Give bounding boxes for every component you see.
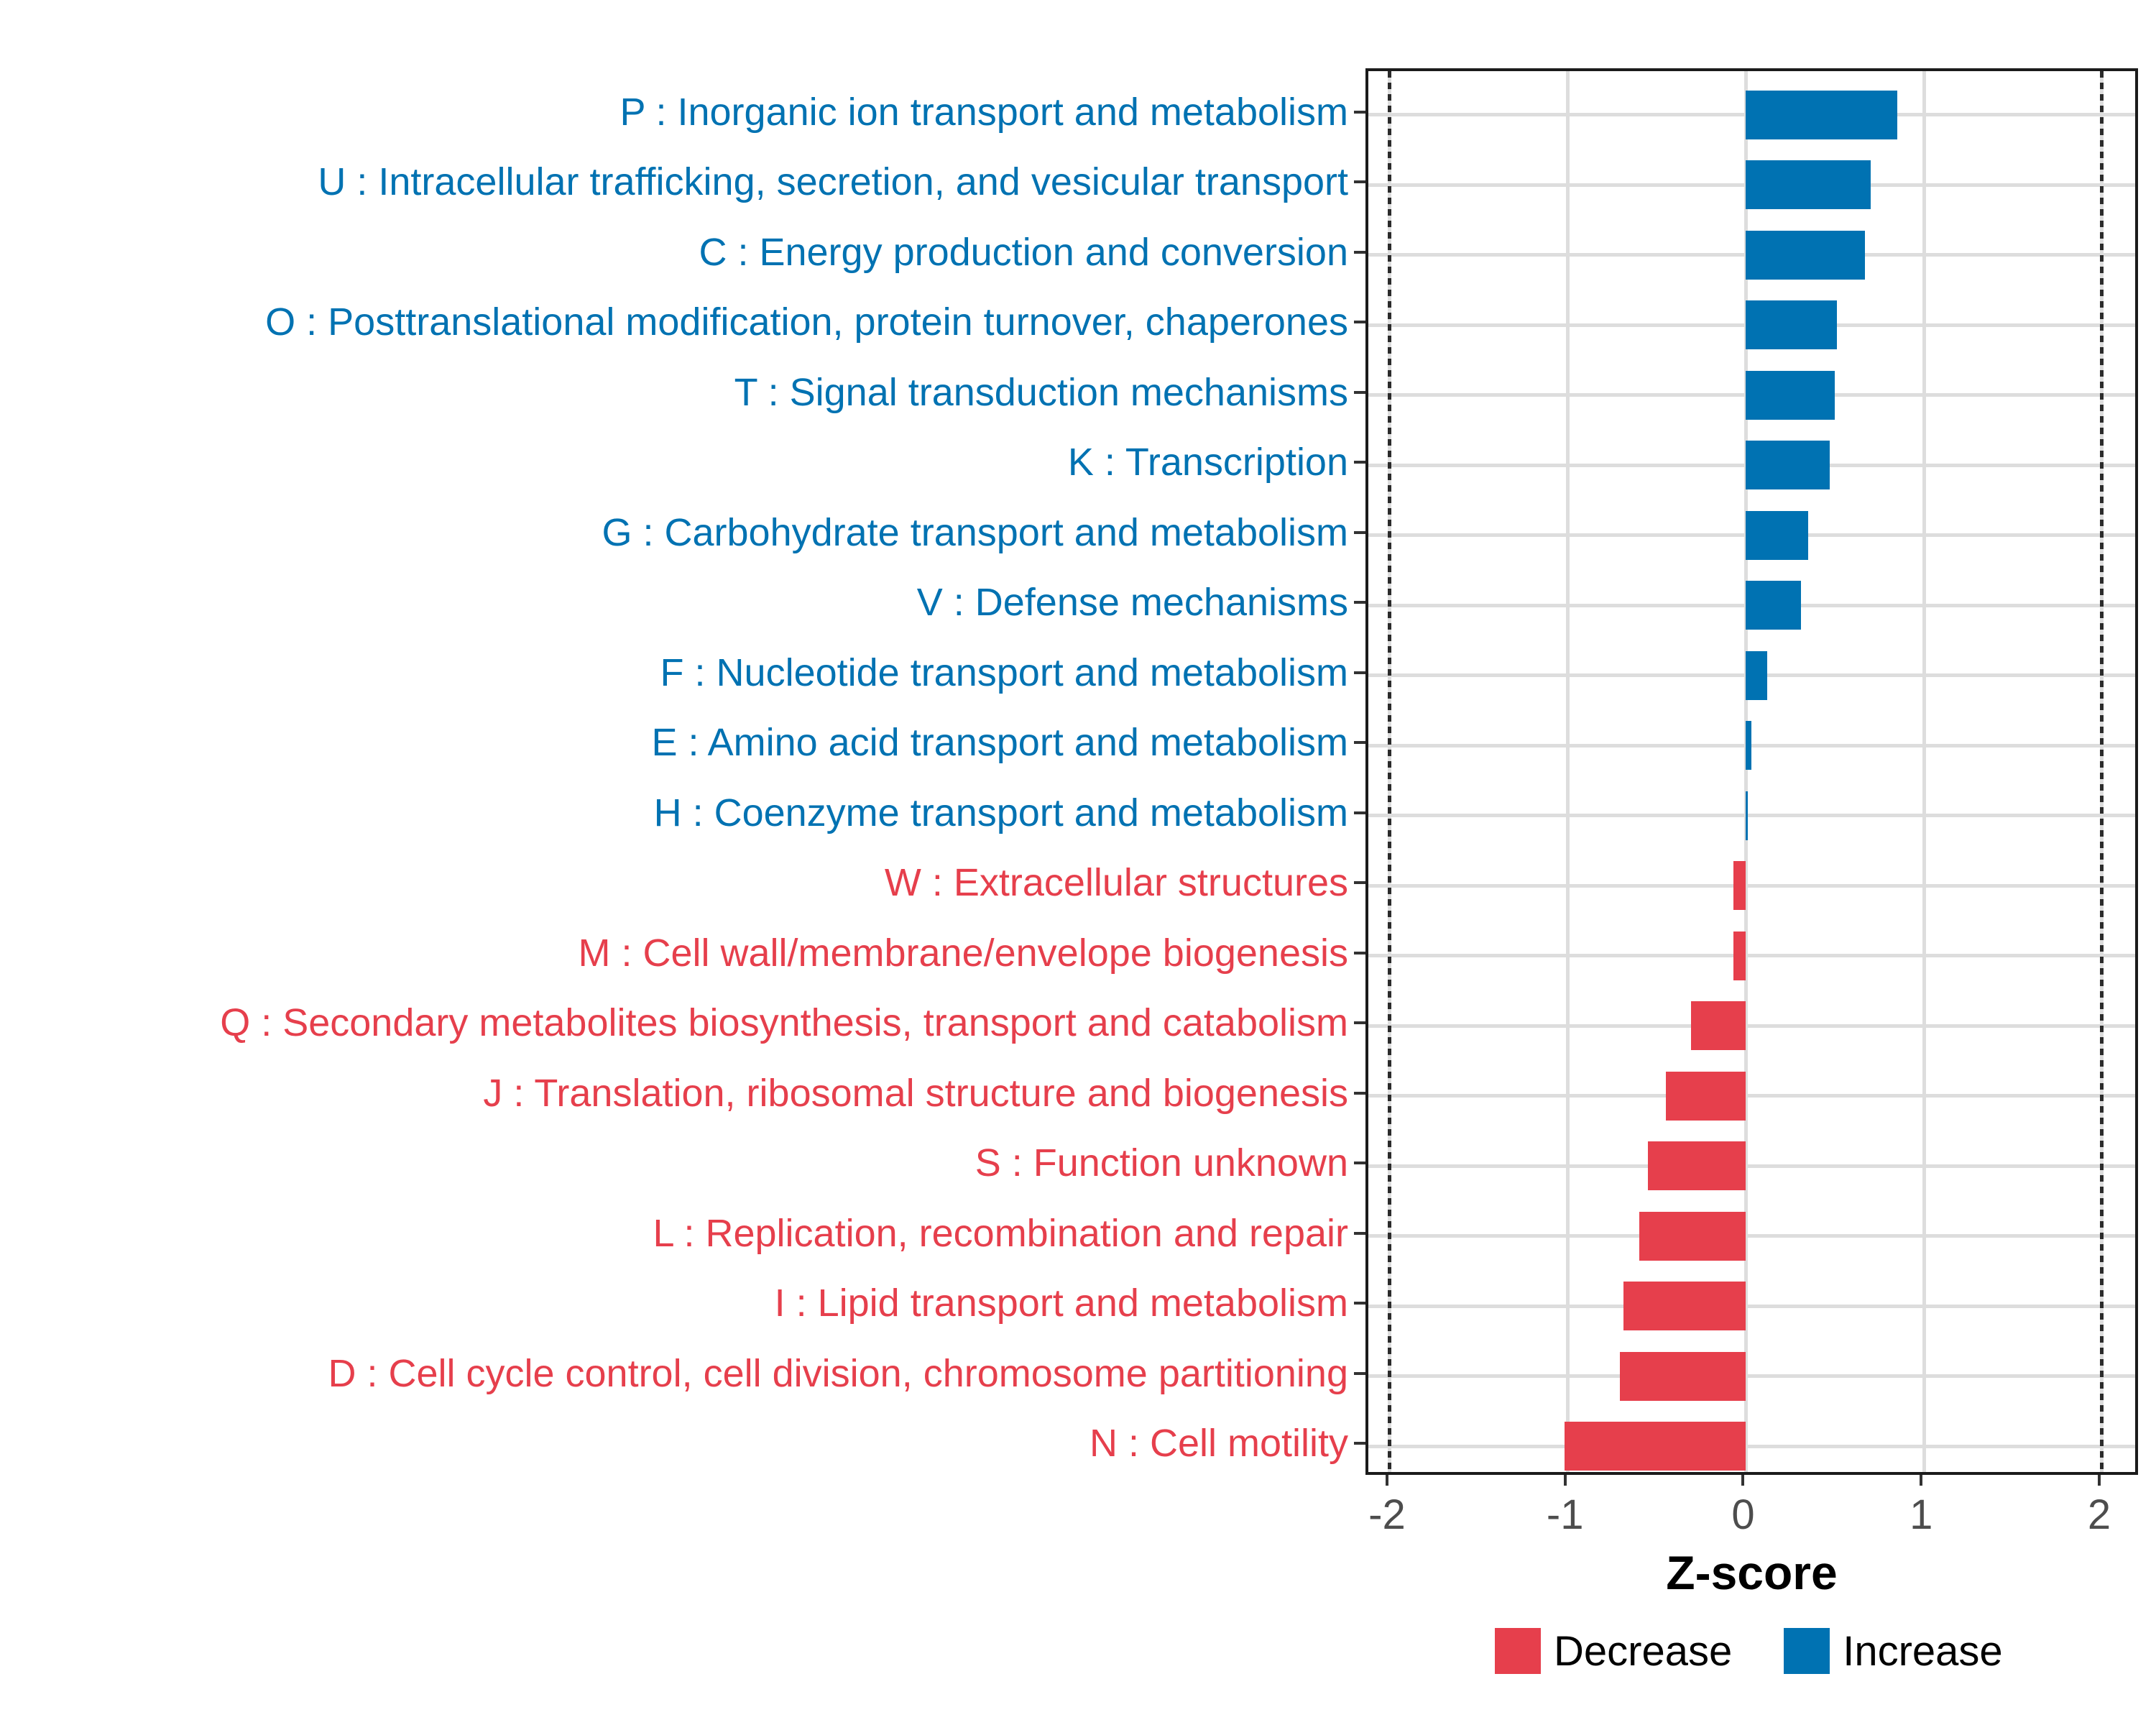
horizontal-gridline [1368,1164,2135,1168]
horizontal-gridline [1368,1305,2135,1308]
y-axis-label: W : Extracellular structures [884,861,1348,904]
bar-J [1666,1072,1746,1121]
legend-label-decrease: Decrease [1554,1627,1733,1675]
y-tick-mark [1354,671,1365,674]
horizontal-gridline [1368,1024,2135,1028]
y-axis-label: F : Nucleotide transport and metabolism [660,650,1348,694]
bar-M [1733,932,1746,980]
y-axis-label: N : Cell motility [1089,1422,1348,1465]
y-tick-mark [1354,251,1365,254]
horizontal-gridline [1368,954,2135,957]
y-axis-label: J : Translation, ribosomal structure and biogenesis [483,1071,1348,1115]
y-tick-mark [1354,601,1365,604]
legend-label-increase: Increase [1843,1627,2003,1675]
x-axis-title: Z-score [1666,1546,1838,1599]
legend [1495,1626,2003,1676]
y-tick-mark [1354,531,1365,534]
bar-E [1746,721,1751,770]
y-axis-label: S : Function unknown [975,1141,1348,1184]
y-tick-mark [1354,111,1365,114]
y-axis-label: V : Defense mechanisms [916,581,1348,624]
y-tick-mark [1354,391,1365,394]
x-tick-mark [1564,1475,1567,1486]
vertical-gridline [1566,71,1570,1472]
y-axis-label: T : Signal transduction mechanisms [734,370,1348,414]
bar-L [1639,1212,1746,1261]
y-axis-label: L : Replication, recombination and repair [653,1211,1348,1255]
y-axis-label: O : Posttranslational modification, protein turnover, chaperones [265,300,1348,344]
bar-H [1746,791,1747,840]
y-tick-mark [1354,952,1365,954]
bar-D [1620,1352,1746,1401]
horizontal-gridline [1368,744,2135,748]
bar-T [1746,371,1835,420]
y-axis-label: D : Cell cycle control, cell division, chromosome partitioning [328,1351,1348,1395]
y-tick-mark [1354,1302,1365,1305]
bar-W [1733,861,1746,910]
y-axis-label: K : Transcription [1067,441,1348,484]
y-tick-mark [1354,1162,1365,1164]
x-tick-label: 0 [1731,1491,1755,1538]
plot-panel [1365,68,2138,1475]
bar-I [1623,1282,1746,1330]
y-tick-mark [1354,180,1365,183]
y-axis-label: Q : Secondary metabolites biosynthesis, transport and catabolism [220,1001,1348,1044]
bar-U [1746,160,1870,209]
bar-C [1746,231,1865,280]
dashed-reference-line [2100,71,2104,1472]
legend-key-decrease [1495,1628,1541,1674]
x-tick-label: -2 [1368,1491,1406,1538]
bar-F [1746,651,1767,700]
y-tick-mark [1354,321,1365,323]
y-tick-mark [1354,1021,1365,1024]
y-axis-label: M : Cell wall/membrane/envelope biogenesis [578,931,1348,975]
horizontal-gridline [1368,1445,2135,1448]
y-tick-mark [1354,1372,1365,1375]
y-tick-mark [1354,1232,1365,1235]
y-tick-mark [1354,811,1365,814]
x-tick-mark [1386,1475,1388,1486]
y-axis-label: I : Lipid transport and metabolism [774,1282,1348,1325]
x-tick-label: 1 [1909,1491,1933,1538]
vertical-gridline [1744,71,1748,1472]
y-axis-label: U : Intracellular trafficking, secretion, and vesicular transport [318,160,1348,203]
x-tick-mark [1920,1475,1922,1486]
bar-G [1746,511,1808,560]
dashed-reference-line [1388,71,1391,1472]
bar-N [1565,1422,1746,1471]
x-tick-mark [1741,1475,1744,1486]
horizontal-gridline [1368,1234,2135,1238]
bar-O [1746,300,1836,349]
y-tick-mark [1354,1442,1365,1445]
horizontal-gridline [1368,1094,2135,1098]
horizontal-gridline [1368,884,2135,888]
bar-Q [1691,1001,1746,1050]
y-axis-label: P : Inorganic ion transport and metabolism [619,90,1348,134]
legend-key-increase [1784,1628,1830,1674]
y-tick-mark [1354,1092,1365,1095]
y-axis-label: E : Amino acid transport and metabolism [651,721,1348,764]
bar-V [1746,581,1801,630]
vertical-gridline [1922,71,1926,1472]
horizontal-gridline [1368,1374,2135,1378]
horizontal-gridline [1368,814,2135,817]
y-axis-label: C : Energy production and conversion [699,230,1348,274]
bar-P [1746,91,1897,139]
y-axis-label: H : Coenzyme transport and metabolism [653,791,1348,834]
x-tick-mark [2098,1475,2101,1486]
y-axis-label: G : Carbohydrate transport and metabolism [602,510,1348,554]
x-tick-label: 2 [2087,1491,2111,1538]
y-tick-mark [1354,881,1365,884]
y-tick-mark [1354,741,1365,744]
y-tick-mark [1354,461,1365,464]
bar-K [1746,441,1829,489]
bar-S [1648,1141,1746,1190]
x-tick-label: -1 [1546,1491,1584,1538]
